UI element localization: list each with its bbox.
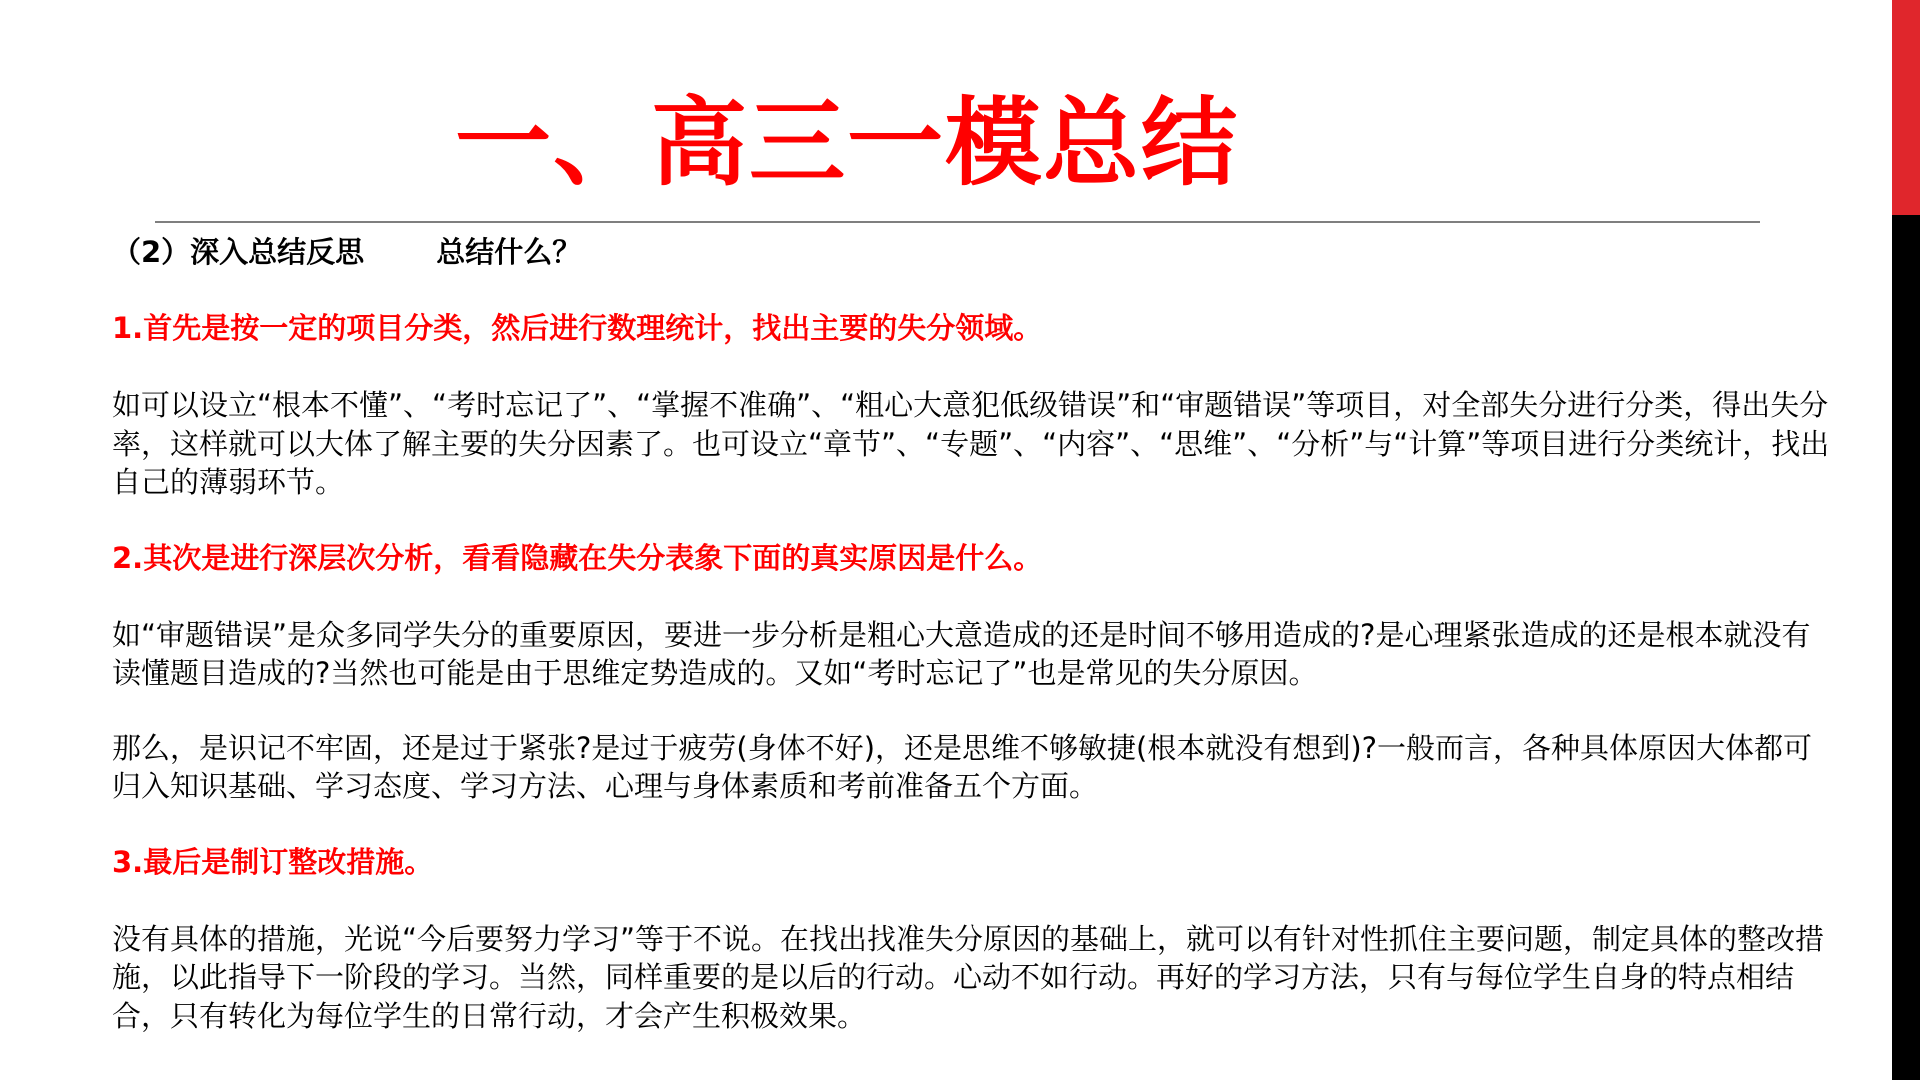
paragraph-1: 如可以设立“根本不懂”、“考时忘记了”、“掌握不准确”、“粗心大意犯低级错误”和“审题错误”等项目，对全部失分进行分类，得出失分率，这样就可以大体了解主要的失分因素了。也可设立“章节”、“专题”、“内容”、“思维”、“分析”与“计算”等项目进行分类统计，找出自己的薄弱环节。: [112, 388, 1830, 499]
paragraph-2: 如“审题错误”是众多同学失分的重要原因，要进一步分析是粗心大意造成的还是时间不够用造成的?是心理紧张造成的还是根本就没有读懂题目造成的?当然也可能是由于思维定势造成的。又如“考时忘记了”也是常见的失分原因。: [112, 617, 1811, 690]
slide-title: 一、高三一模总结: [455, 87, 1239, 199]
accent-bar-red: [1892, 0, 1920, 215]
title-divider: [155, 221, 1760, 223]
accent-bar-black: [1892, 215, 1920, 1080]
heading-1: 1.首先是按一定的项目分类，然后进行数理统计，找出主要的失分领域。: [112, 311, 1043, 345]
heading-3: 3.最后是制订整改措施。: [112, 844, 434, 879]
slide-body: [112, 230, 1832, 1035]
subtitle-part1: （2）深入总结反思: [112, 235, 365, 269]
paragraph-4: 没有具体的措施，光说“今后要努力学习”等于不说。在找出找准失分原因的基础上，就可以有针对性抓住主要问题，制定具体的整改措施，以此指导下一阶段的学习。当然，同样重要的是以后的行动。心动不如行动。再好的学习方法，只有与每位学生自身的特点相结合，只有转化为每位学生的日常行动，才会产生积极效果。: [112, 921, 1825, 1033]
subtitle-part2: 总结什么？: [436, 235, 582, 269]
paragraph-3: 那么，是识记不牢固，还是过于紧张?是过于疲劳(身体不好)，还是思维不够敏捷(根本就没有想到)?一般而言，各种具体原因大体都可归入知识基础、学习态度、学习方法、心理与身体素质和考前准备五个方面。: [112, 730, 1813, 803]
section-subtitle: [112, 230, 1832, 274]
heading-2: 2.其次是进行深层次分析，看看隐藏在失分表象下面的真实原因是什么。: [112, 540, 1043, 575]
